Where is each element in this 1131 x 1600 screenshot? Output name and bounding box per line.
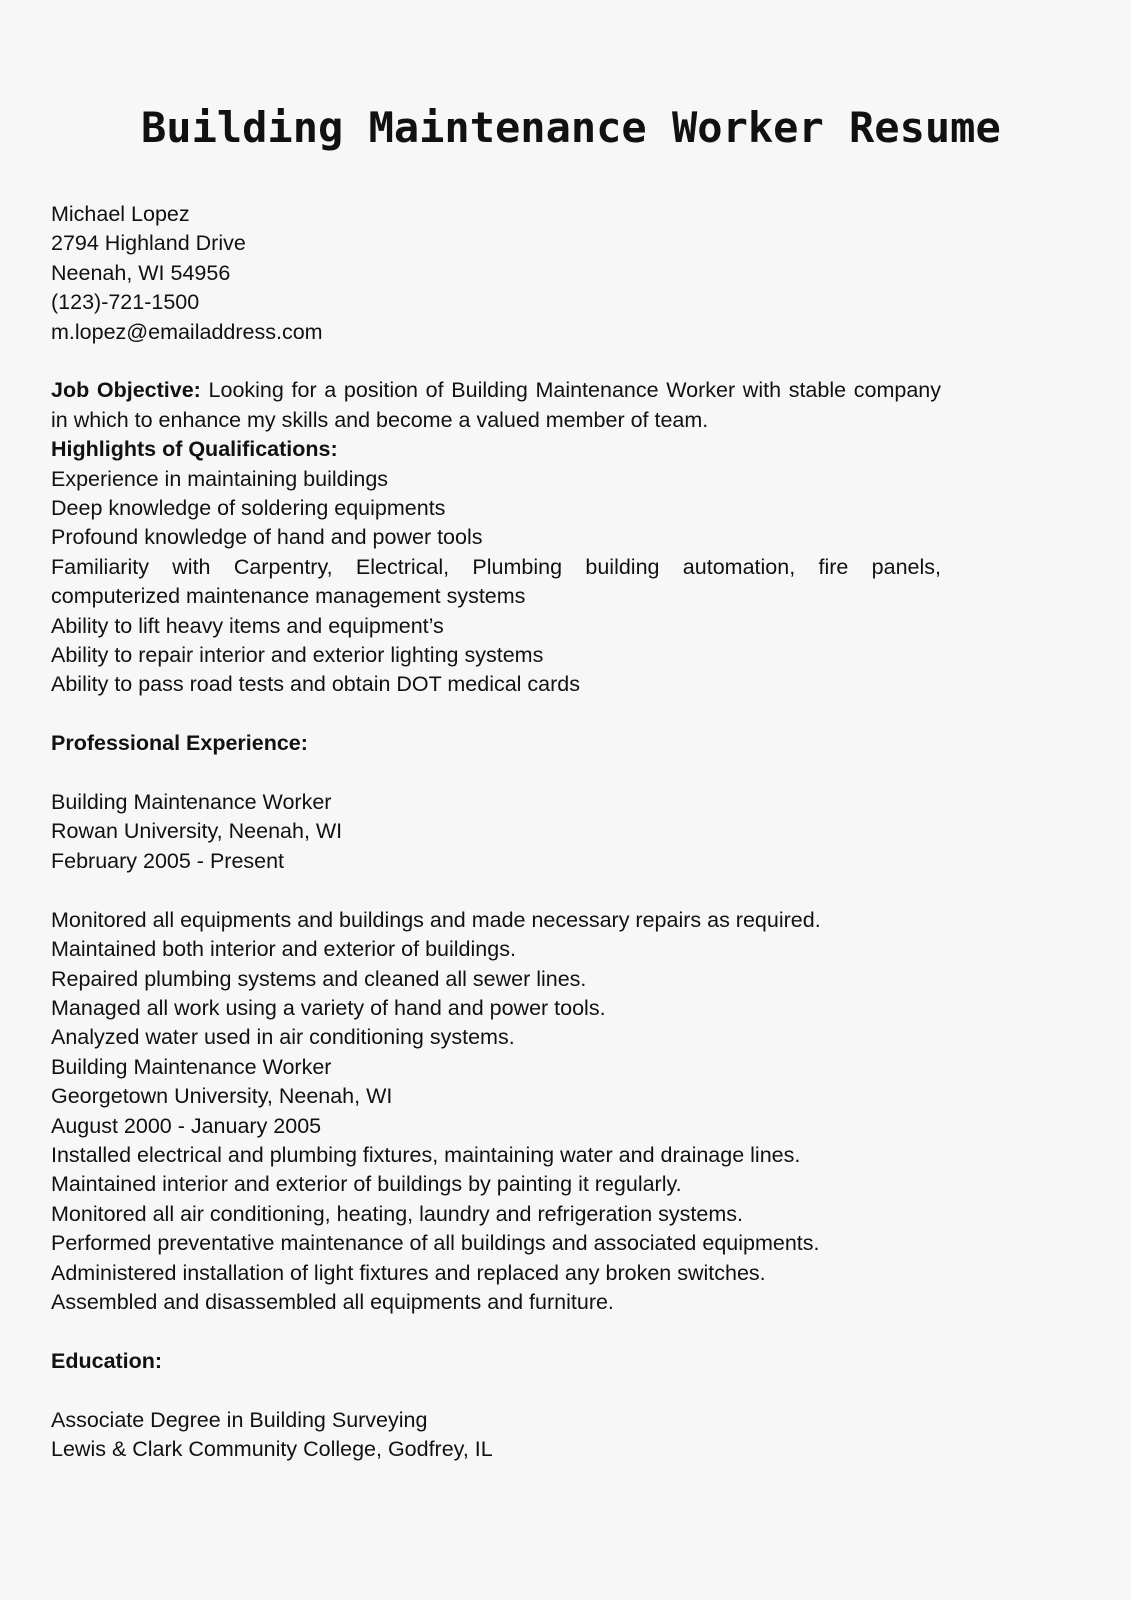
experience-heading: Professional Experience: bbox=[51, 731, 308, 756]
contact-name: Michael Lopez bbox=[51, 202, 190, 226]
spacer bbox=[51, 876, 941, 905]
job-employer: Georgetown University, Neenah, WI bbox=[51, 1084, 393, 1109]
contact-phone: (123)-721-1500 bbox=[51, 290, 200, 315]
job-duty: Maintained interior and exterior of buildings by painting it regularly. bbox=[51, 1172, 682, 1197]
job-title: Building Maintenance Worker bbox=[51, 790, 332, 815]
job-employer: Rowan University, Neenah, WI bbox=[51, 819, 343, 844]
job-objective-text: Looking for a position of Building Maintenance Worker with stable company in which to enhance my skills and become a valued member of team. bbox=[51, 378, 941, 432]
job-duty: Repaired plumbing systems and cleaned all sewer lines. bbox=[51, 966, 587, 991]
spacer bbox=[51, 347, 941, 376]
job-entry bbox=[51, 1053, 941, 1318]
job-duty: Assembled and disassembled all equipments and furniture. bbox=[51, 1289, 614, 1314]
education-school: Lewis & Clark Community College, Godfrey, IL bbox=[51, 1436, 493, 1461]
highlight-item: Ability to repair interior and exterior lighting systems bbox=[51, 643, 544, 668]
job-title: Building Maintenance Worker bbox=[51, 1054, 332, 1079]
contact-street: 2794 Highland Drive bbox=[51, 231, 246, 256]
highlights-list bbox=[51, 465, 941, 700]
job-objective-label: Job Objective: bbox=[51, 378, 201, 403]
spacer bbox=[51, 759, 941, 788]
contact-email: m.lopez@emailaddress.com bbox=[51, 319, 323, 344]
job-duty: Administered installation of light fixtures and replaced any broken switches. bbox=[51, 1260, 766, 1285]
job-dates: August 2000 - January 2005 bbox=[51, 1113, 322, 1138]
page-title: Building Maintenance Worker Resume bbox=[141, 103, 1001, 152]
education-heading: Education: bbox=[51, 1348, 163, 1373]
job-duty: Installed electrical and plumbing fixtures, maintaining water and drainage lines. bbox=[51, 1142, 801, 1167]
highlights-heading: Highlights of Qualifications: bbox=[51, 437, 338, 462]
job-duty: Monitored all equipments and buildings and made necessary repairs as required. bbox=[51, 907, 821, 932]
highlight-item: Profound knowledge of hand and power tools bbox=[51, 525, 483, 550]
spacer bbox=[51, 700, 941, 729]
job-objective bbox=[51, 376, 941, 435]
contact-block bbox=[51, 200, 941, 347]
spacer bbox=[51, 1317, 941, 1346]
highlight-item: Familiarity with Carpentry, Electrical, Plumbing building automation, fire panels, bbox=[51, 554, 941, 579]
job-duty: Analyzed water used in air conditioning systems. bbox=[51, 1025, 515, 1050]
job-dates: February 2005 - Present bbox=[51, 848, 285, 873]
education-degree: Associate Degree in Building Surveying bbox=[51, 1407, 428, 1432]
highlight-item: Ability to lift heavy items and equipment’s bbox=[51, 613, 444, 638]
highlight-item: computerized maintenance management systems bbox=[51, 584, 526, 609]
spacer bbox=[51, 1376, 941, 1405]
job-duty: Monitored all air conditioning, heating, laundry and refrigeration systems. bbox=[51, 1201, 743, 1226]
education-entry bbox=[51, 1406, 941, 1465]
highlight-item: Deep knowledge of soldering equipments bbox=[51, 496, 446, 521]
highlight-item: Experience in maintaining buildings bbox=[51, 466, 389, 491]
job-entry bbox=[51, 788, 941, 1053]
highlight-item: Ability to pass road tests and obtain DOT medical cards bbox=[51, 672, 580, 697]
job-duty: Managed all work using a variety of hand and power tools. bbox=[51, 995, 606, 1020]
job-duty: Performed preventative maintenance of all buildings and associated equipments. bbox=[51, 1231, 820, 1256]
job-duty: Maintained both interior and exterior of buildings. bbox=[51, 937, 516, 962]
contact-city: Neenah, WI 54956 bbox=[51, 260, 231, 285]
